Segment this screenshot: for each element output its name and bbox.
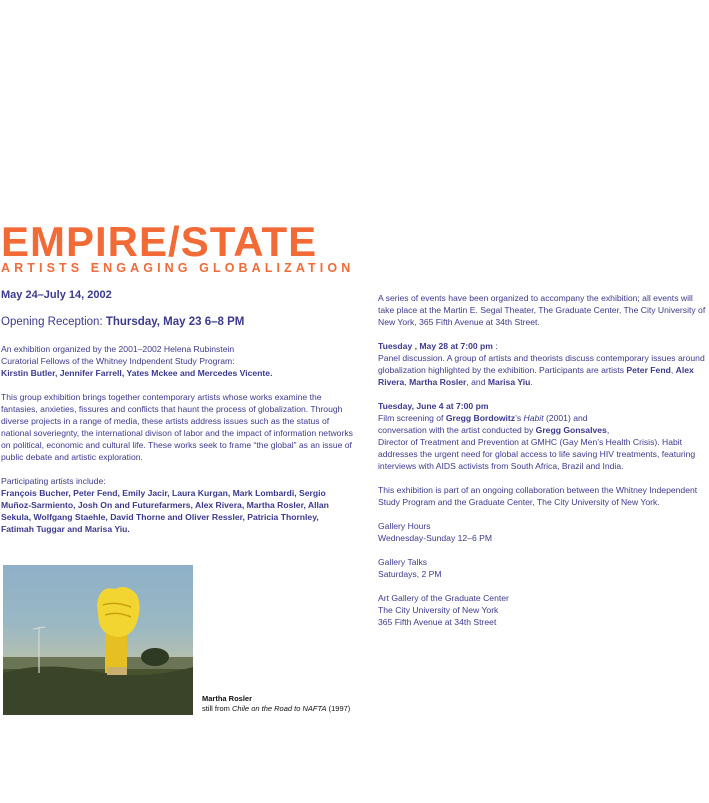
- panelist-4: Marisa Yiu: [487, 377, 531, 387]
- opening-reception: [1, 316, 353, 328]
- caption-still-from: still from: [202, 704, 230, 713]
- right-column: [378, 292, 708, 628]
- event-panel-colon: :: [492, 341, 498, 351]
- gallery-talks-label: Gallery Talks: [378, 557, 428, 567]
- reception-label: Opening Reception:: [1, 316, 103, 328]
- collaboration-note: This exhibition is part of an ongoing collaboration between the Whitney Independent Study Program and the Graduate Center, The City University of New York.: [378, 485, 698, 507]
- film-year: (2001) and: [545, 413, 588, 423]
- panelist-3: Martha Rosler: [409, 377, 467, 387]
- caption-artist: Martha Rosler: [202, 694, 253, 703]
- venue-line-2: The City University of New York: [378, 605, 499, 615]
- exhibition-dates: May 24–July 14, 2002: [1, 289, 112, 301]
- gallery-hours-label: Gallery Hours: [378, 521, 431, 531]
- event-film-conversation: conversation with the artist conducted by: [378, 425, 534, 435]
- gallery-talks-value: Saturdays, 2 PM: [378, 569, 442, 579]
- organized-line-1: An exhibition organized by the 2001–2002 Helena Rubinstein: [1, 344, 235, 354]
- film-title: Habit: [523, 413, 544, 423]
- events-intro: A series of events have been organized to accompany the exhibition; all events will take place at the Martin E. Segal Theater, The Graduate Center, The City University of New York, 365 Fifth Avenue at 34th Street.: [378, 293, 706, 327]
- artist-names: François Bucher, Peter Fend, Emily Jacir, Laura Kurgan, Mark Lombardi, Sergio Muñoz-Sarmiento, Josh On and Futurefarmers, Alex Rivera, Martha Rosler, Allan Sekula, Wolfgang Staehle, David Thorne and Oliver Ressler, Patricia Thornley, Fatimah Tuggar and Marisa Yiu.: [1, 488, 329, 534]
- fist-sculpture-image: [3, 565, 193, 715]
- artist-list: [1, 487, 353, 535]
- panelist-1: Peter Fend: [626, 365, 671, 375]
- photo-caption: [202, 694, 350, 714]
- exhibition-description: This group exhibition brings together contemporary artists whose works examine the fantasies, anxieties, fissures and conflicts that haunt the process of globalization. Through diverse projects in a range of media, these artists address issues such as the status of national soveriegnty, the international divison of labor and the impact of information networks on political, economic and cultural life. These works seek to frame “the global” as an issue of public debate and artistic exploration.: [1, 392, 353, 462]
- exhibition-subtitle: ARTISTS ENGAGING GLOBALIZATION: [1, 261, 355, 275]
- event-panel: Tuesday , May 28 at 7:00 pm : Panel discussion. A group of artists and theorists discuss contemporary issues around globalization highlighted by the exhibition. Participants are artists Peter Fend, Alex Rivera, Martha Rosler, and Marisa Yiu.: [378, 341, 705, 387]
- organizer-names: Kirstin Butler, Jennifer Farrell, Yates Mckee and Mercedes Vicente.: [1, 368, 273, 378]
- event-film: Tuesday, June 4 at 7:00 pm Film screening of Gregg Bordowitz’s Habit (2001) and conversation with the artist conducted by Gregg Gonsalves, Director of Treatment and Prevention at GMHC (Gay Men’s Health Crisis). Habit addresses the urgent need for global access to life saving HIV treatments, featuring interviews with AIDS activists from South Africa, Brazil and India.: [378, 401, 696, 471]
- participating-label: Participating artists include:: [1, 476, 106, 486]
- left-column: [1, 289, 353, 535]
- gallery-hours-value: Wednesday-Sunday 12–6 PM: [378, 533, 493, 543]
- panelist-2: Alex Rivera: [378, 365, 694, 387]
- event-film-pre: Film screening of: [378, 413, 444, 423]
- filmmaker-possessive: ’s: [515, 413, 522, 423]
- caption-year: (1997): [328, 704, 351, 713]
- organized-line-2: Curatorial Fellows of the Whitney Indpendent Study Program:: [1, 356, 235, 366]
- event-panel-text: Panel discussion. A group of artists and theorists discuss contemporary issues around globalization highlighted by the exhibition. Participants are artists: [378, 353, 705, 375]
- conversation-guest: Gregg Gonsalves: [535, 425, 607, 435]
- filmmaker-name: Gregg Bordowitz: [445, 413, 516, 423]
- organized-by: [1, 343, 353, 379]
- event-film-description: Director of Treatment and Prevention at GMHC (Gay Men’s Health Crisis). Habit addresses the urgent need for global access to life saving HIV treatments, featuring interviews with AIDS activists from South Africa, Brazil and India.: [378, 437, 696, 471]
- venue-line-1: Art Gallery of the Graduate Center: [378, 593, 509, 603]
- reception-value: Thursday, May 23 6–8 PM: [105, 316, 245, 328]
- exhibition-photo: [3, 565, 193, 715]
- event-panel-date: Tuesday , May 28 at 7:00 pm: [378, 341, 493, 351]
- venue-line-3: 365 Fifth Avenue at 34th Street: [378, 617, 497, 627]
- exhibition-title: EMPIRE/STATE: [1, 218, 318, 265]
- panelist-and: , and: [466, 377, 486, 387]
- event-film-date: Tuesday, June 4 at 7:00 pm: [378, 401, 489, 411]
- caption-work-title: Chile on the Road to NAFTA: [232, 704, 327, 713]
